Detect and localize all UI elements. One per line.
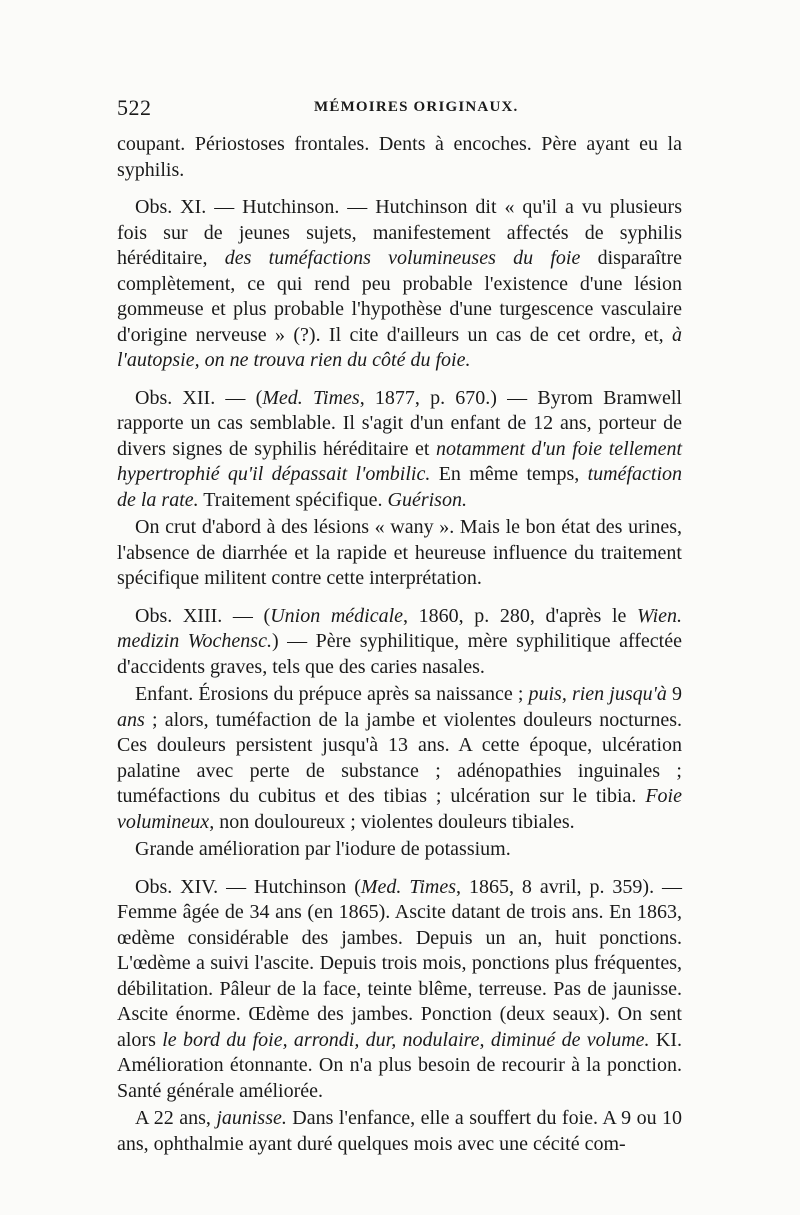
paragraph-continuation (117, 132, 682, 183)
italic-run: notamment d'un foie tellement hypertrophié qu'il dépassait l'ombilic. (117, 437, 683, 485)
text-run: Obs. XI. — Hutchinson. — Hutchinson dit « qu'il a vu plusieurs fois sur de jeunes sujets, manifestement affectés de syphilis héréditaire, (117, 196, 682, 269)
text-run: Obs. XIII. — ( (135, 604, 271, 627)
text-run: coupant. Périostoses frontales. Dents à encoches. Père ayant eu la syphilis. (117, 133, 682, 181)
paragraph-obs-xi (117, 195, 682, 374)
italic-run: ans (117, 708, 145, 731)
text-run: On crut d'abord à des lésions « wany ». Mais le bon état des urines, l'absence de diarrhée et la rapide et heureuse influence du traitement spécifique militent contre cette interprétation. (117, 516, 682, 589)
text-run: A 22 ans, (135, 1107, 217, 1129)
italic-run: Guérison. (387, 488, 467, 511)
italic-run: Wien. medizin Wochensc. (117, 604, 683, 652)
paragraph-obs-xiv-history (117, 1106, 682, 1157)
paragraph-obs-xiv (117, 875, 682, 1105)
text-run: KI. Amélioration étonnante. On n'a plus besoin de recourir à la ponction. Santé générale améliorée. (117, 1028, 682, 1102)
italic-run: des tuméfactions volumineuses du foie (224, 247, 581, 269)
text-run: disparaître complètement, ce qui rend peu probable l'existence d'une lésion gommeuse et plus probable l'hypothèse d'une turgescence vasculaire d'origine nerveuse » (?). Il cite d'ailleurs un cas de cet ordre, et, (117, 247, 682, 346)
text-run: Obs. XII. — ( (135, 386, 263, 409)
italic-run: puis, rien jusqu'à (528, 683, 667, 705)
paragraph-obs-xiii-child (117, 682, 682, 835)
italic-run: Med. Times (262, 386, 360, 409)
text-run: , 1877, p. 670.) — Byrom Bramwell rapporte un cas semblable. Il s'agit d'un enfant de 12 ans, porteur de divers signes de syphilis héréditaire et (117, 386, 682, 460)
text-run: Enfant. Érosions du prépuce après sa naissance ; (135, 683, 529, 705)
paragraph-obs-xiii-treatment (117, 837, 682, 863)
text-run: Grande amélioration par l'iodure de potassium. (135, 838, 511, 860)
text-run: 9 (666, 683, 682, 705)
page-header (117, 95, 682, 125)
text-run: En même temps, (430, 463, 588, 485)
body-text (117, 132, 682, 1157)
italic-run: Med. Times (360, 875, 457, 898)
page-number: 522 (117, 95, 152, 120)
paragraph-obs-xii (117, 386, 682, 514)
text-run: , 1860, p. 280, d'après le (403, 604, 638, 627)
text-run: , 1865, 8 avril, p. 359). — Femme âgée de 34 ans (en 1865). Ascite datant de trois ans. En 1863, œdème considérable des jambes. Depuis un an, huit ponctions. L'œdème a suivi l'ascite. Depuis trois mois, ponctions plus fréquentes, débilitation. Pâleur de la face, teinte blême, terreuse. Pas de jaunisse. Ascite énorme. Œdème des jambes. Ponction (deux seaux). On sent alors (117, 875, 683, 1051)
italic-run: jaunisse. (216, 1107, 287, 1129)
italic-run: Foie volumineux, (117, 785, 682, 833)
text-run: non douloureux ; violentes douleurs tibiales. (214, 810, 575, 833)
text-run: Obs. XIV. — Hutchinson ( (135, 875, 361, 898)
text-run: Traitement spécifique. (198, 488, 388, 511)
text-run: Dans l'enfance, elle a souffert du foie. A 9 ou 10 ans, ophthalmie ayant duré quelques mois avec une cécité com- (117, 1107, 683, 1155)
text-run: ; alors, tuméfaction de la jambe et violentes douleurs nocturnes. Ces douleurs persistent jusqu'à 13 ans. A cette époque, ulcération palatine avec perte de substance ; adénopathies inguinales ; tuméfactions du cubitus et des tibias ; ulcération sur le tibia. (117, 708, 682, 807)
running-title: MÉMOIRES ORIGINAUX. (314, 99, 519, 115)
italic-run: tuméfaction de la rate. (117, 463, 683, 511)
italic-run: Union médicale (270, 604, 404, 627)
paragraph-obs-xii-comment (117, 515, 682, 592)
text-run: ) — Père syphilitique, mère syphilitique affectée d'accidents graves, tels que des caries nasales. (117, 630, 682, 678)
paragraph-obs-xiii (117, 604, 682, 681)
italic-run: à l'autopsie, on ne trouva rien du côté du foie. (117, 323, 682, 371)
italic-run: le bord du foie, arrondi, dur, nodulaire, diminué de volume. (162, 1028, 650, 1051)
